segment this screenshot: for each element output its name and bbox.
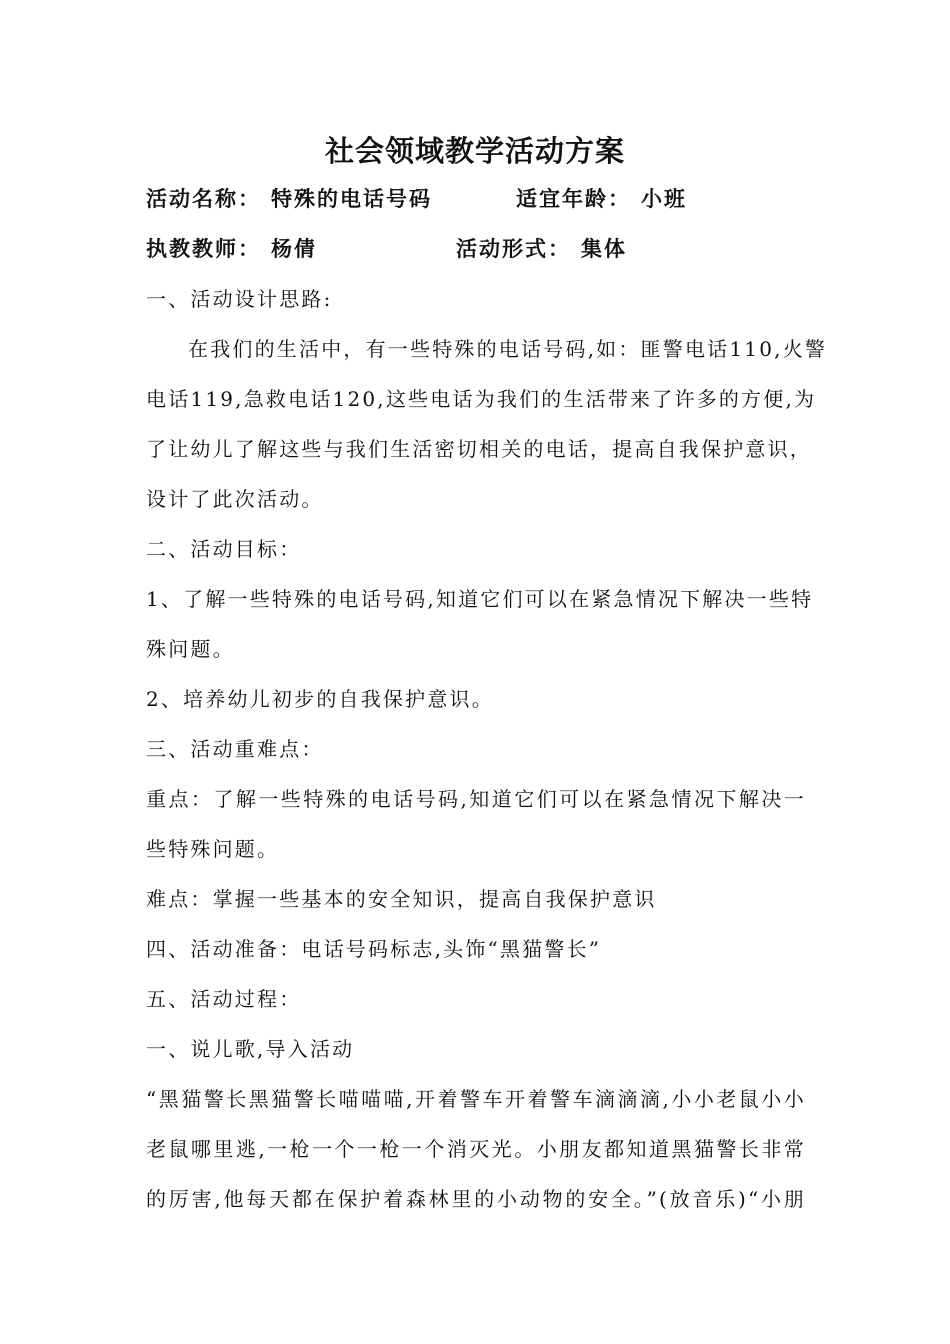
teacher-label: 执教教师：	[146, 236, 261, 261]
suitable-age-value: 小班	[641, 186, 687, 211]
teacher-value: 杨倩	[271, 236, 317, 261]
paragraph-line: 1、了解一些特殊的电话号码,知道它们可以在紧急情况下解决一些特	[146, 587, 814, 611]
activity-form-label: 活动形式：	[456, 236, 571, 261]
activity-name-label: 活动名称：	[146, 186, 261, 211]
paragraph-line: 老鼠哪里逃,一枪一个一枪一个消灭光。小朋友都知道黑猫警长非常	[146, 1137, 806, 1161]
paragraph-line: 在我们的生活中，有一些特殊的电话号码,如：匪警电话110,火警	[188, 337, 828, 361]
paragraph-line: 些特殊问题。	[146, 837, 280, 861]
paragraph-line: 电话119,急救电话120,这些电话为我们的生活带来了许多的方便,为	[146, 387, 817, 411]
activity-name-field	[146, 182, 432, 216]
activity-name-value: 特殊的电话号码	[271, 186, 432, 211]
paragraph-line: “黑猫警长黑猫警长喵喵喵,开着警车开着警车滴滴滴,小小老鼠小小	[146, 1087, 806, 1111]
paragraph-line: 的厉害,他每天都在保护着森林里的小动物的安全。”(放音乐)“小朋	[146, 1187, 806, 1211]
section-heading-preparation: 四、活动准备：电话号码标志,头饰“黑猫警长”	[146, 937, 602, 961]
suitable-age-label: 适宜年龄：	[516, 186, 631, 211]
paragraph-line: 设计了此次活动。	[146, 487, 324, 511]
paragraph-line: 重点：了解一些特殊的电话号码,知道它们可以在紧急情况下解决一	[146, 787, 806, 811]
section-heading-design: 一、活动设计思路:	[146, 287, 333, 311]
teacher-field	[146, 232, 317, 266]
activity-form-field	[456, 232, 627, 266]
suitable-age-field	[516, 182, 687, 216]
document-title: 社会领域教学活动方案	[324, 134, 625, 168]
paragraph-line: 难点：掌握一些基本的安全知识，提高自我保护意识	[146, 887, 657, 911]
paragraph-line: 2、培养幼儿初步的自我保护意识。	[146, 687, 494, 711]
section-heading-key-points: 三、活动重难点：	[146, 737, 324, 761]
paragraph-line: 殊问题。	[146, 637, 235, 661]
activity-form-value: 集体	[581, 236, 627, 261]
paragraph-line: 了让幼儿了解这些与我们生活密切相关的电话，提高自我保护意识，	[146, 437, 812, 461]
section-heading-process: 五、活动过程：	[146, 987, 302, 1011]
section-heading-goals: 二、活动目标：	[146, 537, 302, 561]
subsection-heading: 一、说儿歌,导入活动	[146, 1037, 355, 1061]
